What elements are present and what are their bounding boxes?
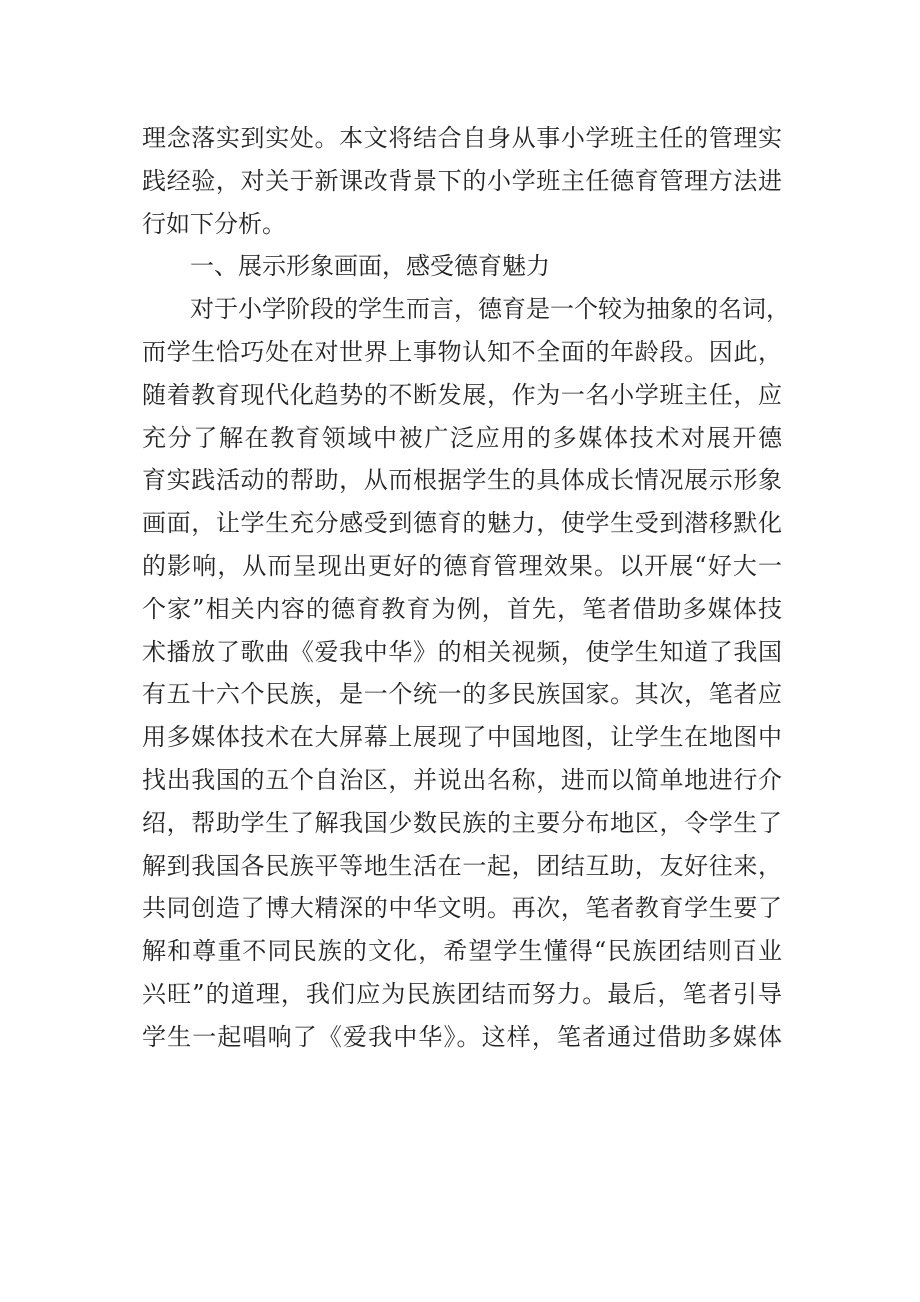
text-line: 随着教育现代化趋势的不断发展，作为一名小学班主任，应	[142, 380, 782, 409]
text-line: 行如下分析。	[142, 209, 286, 238]
text-line: 理念落实到实处。本文将结合自身从事小学班主任的管理实	[142, 124, 782, 152]
text-line: 育实践活动的帮助，从而根据学生的具体成长情况展示形象	[142, 466, 782, 495]
text-line: 找出我国的五个自治区，并说出名称，进而以简单地进行介	[142, 765, 782, 794]
section-heading: 一、展示形象画面，感受德育魅力	[190, 252, 550, 281]
text-line: 的影响，从而呈现出更好的德育管理效果。以开展“好大一	[142, 551, 782, 580]
text-line: 画面，让学生充分感受到德育的魅力，使学生受到潜移默化	[142, 509, 782, 538]
text-line: 践经验，对关于新课改背景下的小学班主任德育管理方法进	[142, 166, 782, 195]
text-line: 共同创造了博大精深的中华文明。再次，笔者教育学生要了	[142, 894, 782, 923]
text-line: 解到我国各民族平等地生活在一起，团结互助，友好往来，	[142, 851, 782, 880]
text-line: 学生一起唱响了《爱我中华》。这样，笔者通过借助多媒体	[142, 1022, 782, 1051]
text-line: 解和尊重不同民族的文化，希望学生懂得“民族团结则百业	[142, 937, 782, 966]
body-text	[142, 117, 790, 1059]
text-line: 术播放了歌曲《爱我中华》的相关视频，使学生知道了我国	[142, 637, 782, 666]
text-line: 个家”相关内容的德育教育为例，首先，笔者借助多媒体技	[142, 594, 782, 623]
text-line: 对于小学阶段的学生而言，德育是一个较为抽象的名词，	[190, 295, 790, 324]
text-line: 充分了解在教育领域中被广泛应用的多媒体技术对展开德	[142, 423, 782, 452]
text-line: 有五十六个民族，是一个统一的多民族国家。其次，笔者应	[142, 680, 782, 709]
text-line: 绍，帮助学生了解我国少数民族的主要分布地区，令学生了	[142, 808, 782, 837]
text-line: 而学生恰巧处在对世界上事物认知不全面的年龄段。因此，	[142, 337, 782, 366]
text-line: 兴旺”的道理，我们应为民族团结而努力。最后，笔者引导	[142, 979, 782, 1008]
text-line: 用多媒体技术在大屏幕上展现了中国地图，让学生在地图中	[142, 723, 782, 752]
